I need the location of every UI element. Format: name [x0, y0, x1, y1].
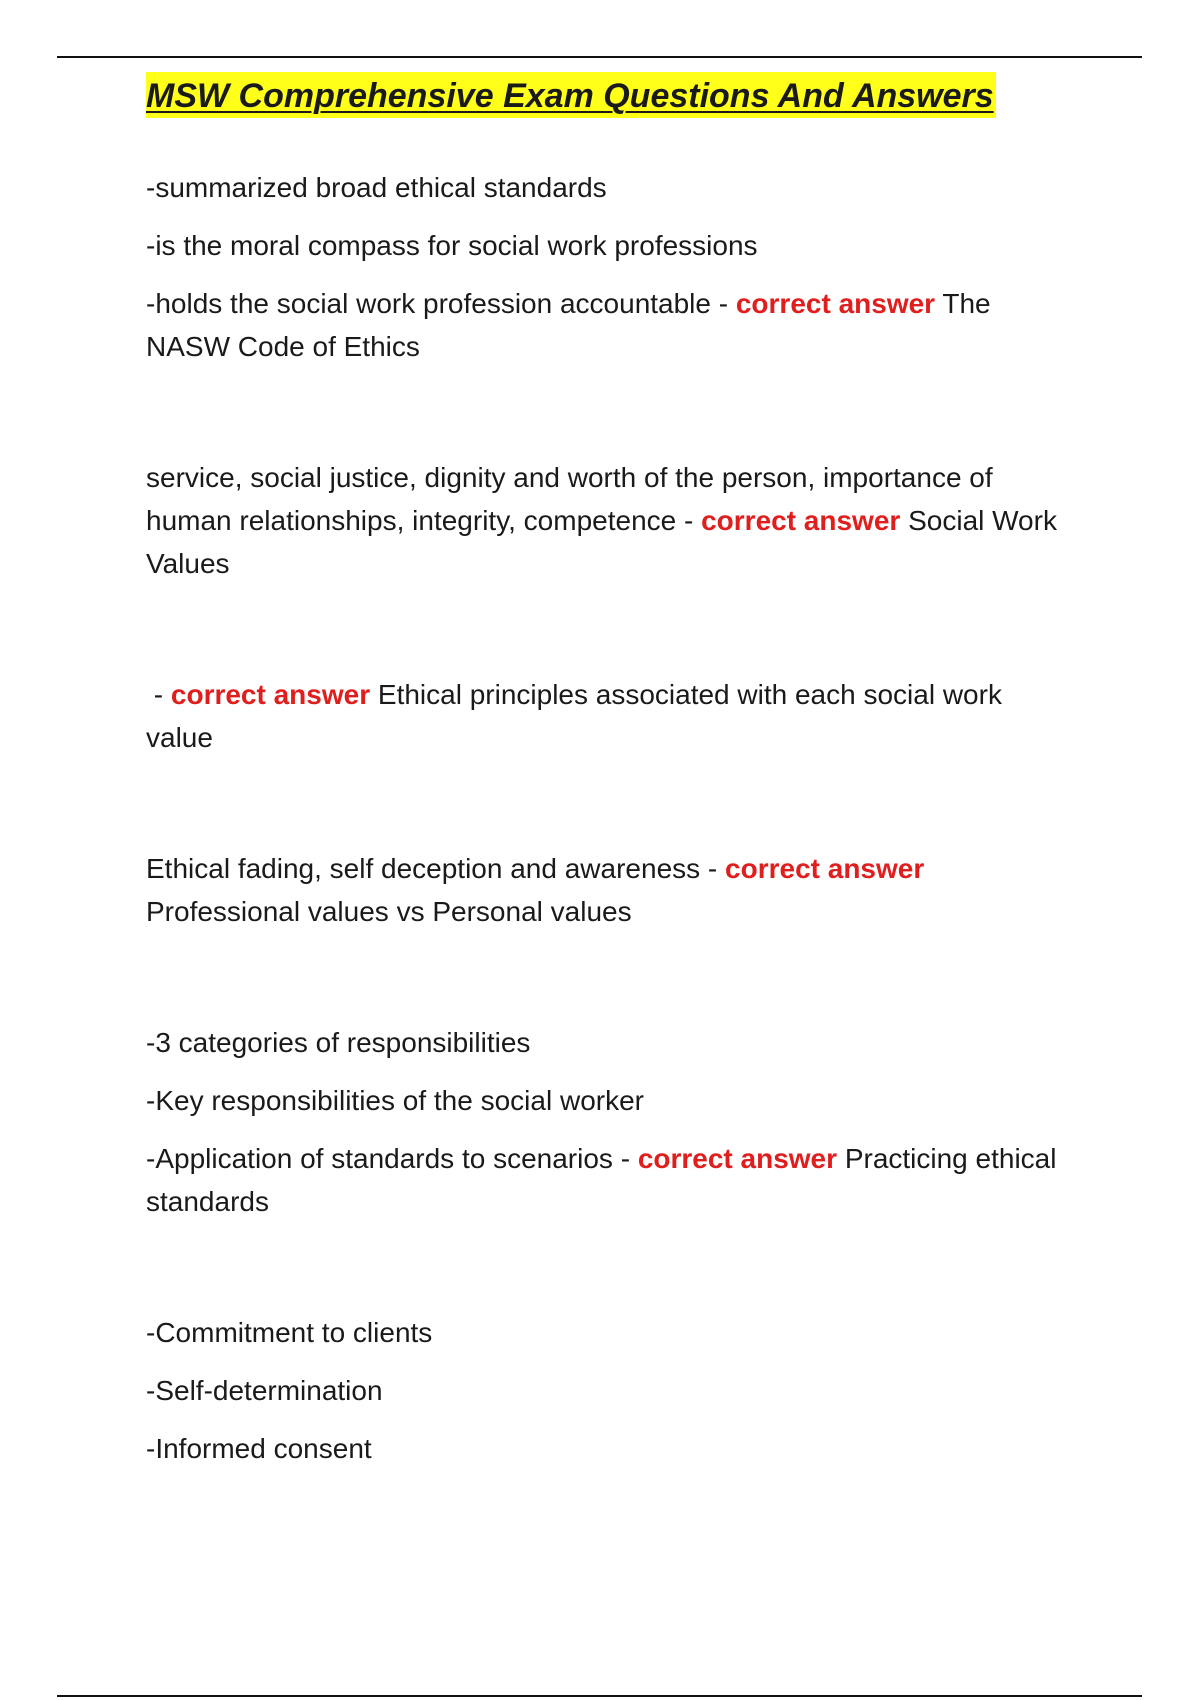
- answer-text: Social Work Values: [146, 505, 1057, 579]
- answer-text: Ethical principles associated with each social work value: [146, 679, 1002, 753]
- qa-list: [146, 166, 1076, 1470]
- top-rule: [57, 56, 1142, 58]
- prompt-line-with-answer: [146, 847, 1076, 933]
- prompt-line: -Key responsibilities of the social worker: [146, 1085, 644, 1116]
- prompt-line: -is the moral compass for social work professions: [146, 230, 758, 261]
- correct-answer-label: correct answer: [735, 288, 936, 319]
- prompt-line: -Commitment to clients: [146, 1317, 433, 1348]
- qa-entry: [146, 456, 1076, 585]
- prompt-text: -Application of standards to scenarios -: [146, 1143, 638, 1174]
- prompt-line-with-answer: [146, 673, 1076, 759]
- answer-text: Professional values vs Personal values: [146, 896, 632, 927]
- qa-entry: [146, 673, 1076, 759]
- prompt-text: -: [146, 679, 171, 710]
- prompt-text: service, social justice, dignity and worth of the person, importance of human relationships, integrity, competence -: [146, 462, 993, 536]
- answer-text: Practicing ethical standards: [146, 1143, 1057, 1217]
- answer-text: The NASW Code of Ethics: [146, 288, 991, 362]
- prompt-line-with-answer: [146, 1137, 1076, 1223]
- prompt-line: -3 categories of responsibilities: [146, 1027, 531, 1058]
- document-title: MSW Comprehensive Exam Questions And Answers: [146, 72, 996, 118]
- correct-answer-label: correct answer: [701, 505, 901, 536]
- correct-answer-label: correct answer: [637, 1143, 838, 1174]
- prompt-line: -Self-determination: [146, 1375, 383, 1406]
- prompt-text: -holds the social work profession accountable -: [146, 288, 736, 319]
- prompt-line-with-answer: [146, 282, 1076, 368]
- correct-answer-label: correct answer: [170, 679, 371, 710]
- qa-entry: [146, 166, 1076, 368]
- qa-entry: [146, 847, 1076, 933]
- qa-entry: [146, 1021, 1076, 1223]
- document-body: [146, 72, 1076, 1470]
- prompt-line: -Informed consent: [146, 1433, 372, 1464]
- prompt-line-with-answer: [146, 456, 1076, 585]
- qa-entry: [146, 1311, 1076, 1470]
- prompt-line: -summarized broad ethical standards: [146, 172, 607, 203]
- prompt-text: Ethical fading, self deception and awareness -: [146, 853, 726, 884]
- bottom-rule: [57, 1695, 1142, 1697]
- correct-answer-label: correct answer: [725, 853, 925, 884]
